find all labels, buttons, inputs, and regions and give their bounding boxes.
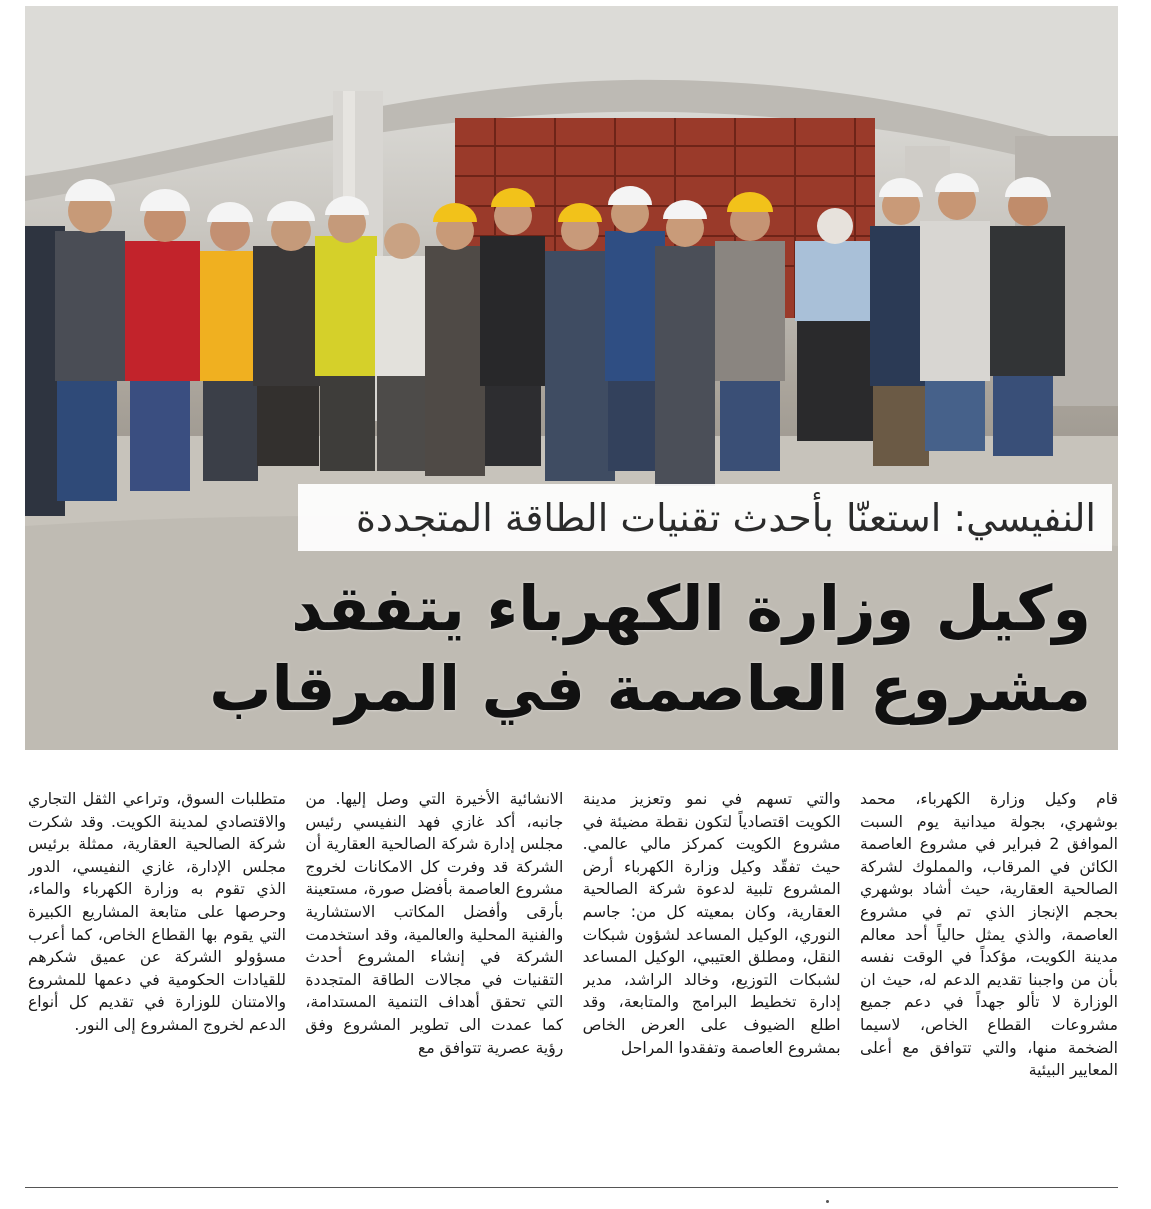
footer-mark — [826, 1200, 829, 1203]
article-column-1: قام وكيل وزارة الكهرباء، محمد بوشهري، بجولة ميدانية يوم السبت الموافق 2 فبراير في مشروع العاصمة الكائن في المرقاب، والمملوك لشركة الصالحية العقارية، حيث أشاد بوشهري بحجم الإنجاز الذي تم في مشروع العاصمة، والذي يمثل حالياً أحد معالم مدينة الكويت، مؤكداً في الوقت نفسه بأن من واجبنا تقديم الدعم له، حيث ان الوزارة لا تألو جهداً في دعم جميع مشروعات القطاع الخاص، لاسيما الضخمة منها، والتي تتوافق مع أعلى المعايير البيئية — [859, 790, 1118, 1080]
article-body — [28, 788, 1118, 1160]
footer-rule — [25, 1187, 1118, 1188]
article-column-3: الانشائية الأخيرة التي وصل إليها. من جانبه، أكد غازي فهد النفيسي رئيس مجلس إدارة شركة الصالحية العقارية أن الشركة قد وفرت كل الامكانات لخروج مشروع العاصمة بأفضل صورة، مستعينة بأرقى وأفضل المكاتب الاستشارية والفنية المحلية والعالمية، وقد استخدمت الشركة في إنشاء المشروع أحدث التقنيات في مجالات الطاقة المتجددة التي تحقق أهداف التنمية المستدامة، كما عمدت الى تطوير المشروع وفق رؤية عصرية تتوافق مع — [305, 790, 564, 1057]
subtitle-box — [298, 484, 1112, 551]
article-column-4: متطلبات السوق، وتراعي الثقل التجاري والاقتصادي لمدينة الكويت. وقد شكرت شركة الصالحية العقارية، ممثلة برئيس مجلس الإدارة، غازي النفيسي، الدور الذي تقوم به وزارة الكهرباء والماء، وحرصها على متابعة المشاريع الكبيرة التي يقوم بها القطاع الخاص، كما أعرب مسؤولو الشركة عن عميق شكرهم للقيادات الحكومية في دعمها للمشروع والامتنان للوزارة في تقديم كل أنواع الدعم لخروج المشروع إلى النور. — [28, 790, 286, 1034]
article-column-2: والتي تسهم في نمو وتعزيز مدينة الكويت اقتصادياً لتكون نقطة مضيئة في مشروع الكويت كمركز مالي عالمي. حيث تفقّد وكيل وزارة الكهرباء أرض المشروع تلبية لدعوة شركة الصالحية العقارية، وكان بمعيته كل من: جاسم النوري، الوكيل المساعد لشؤون شبكات النقل، ومطلق العتيبي، الوكيل المساعد لشبكات التوزيع، وخالد الراشد، مدير إدارة تخطيط البرامج والمتابعة، وقد اطلع الضيوف على العرض الخاص بمشروع العاصمة وتفقدوا المراحل — [582, 790, 841, 1057]
article-subtitle: النفيسي: استعنّا بأحدث تقنيات الطاقة المتجددة — [355, 495, 1096, 540]
headline-line-1: وكيل وزارة الكهرباء يتفقد — [291, 572, 1091, 645]
headline-line-2: مشروع العاصمة في المرقاب — [209, 652, 1091, 725]
